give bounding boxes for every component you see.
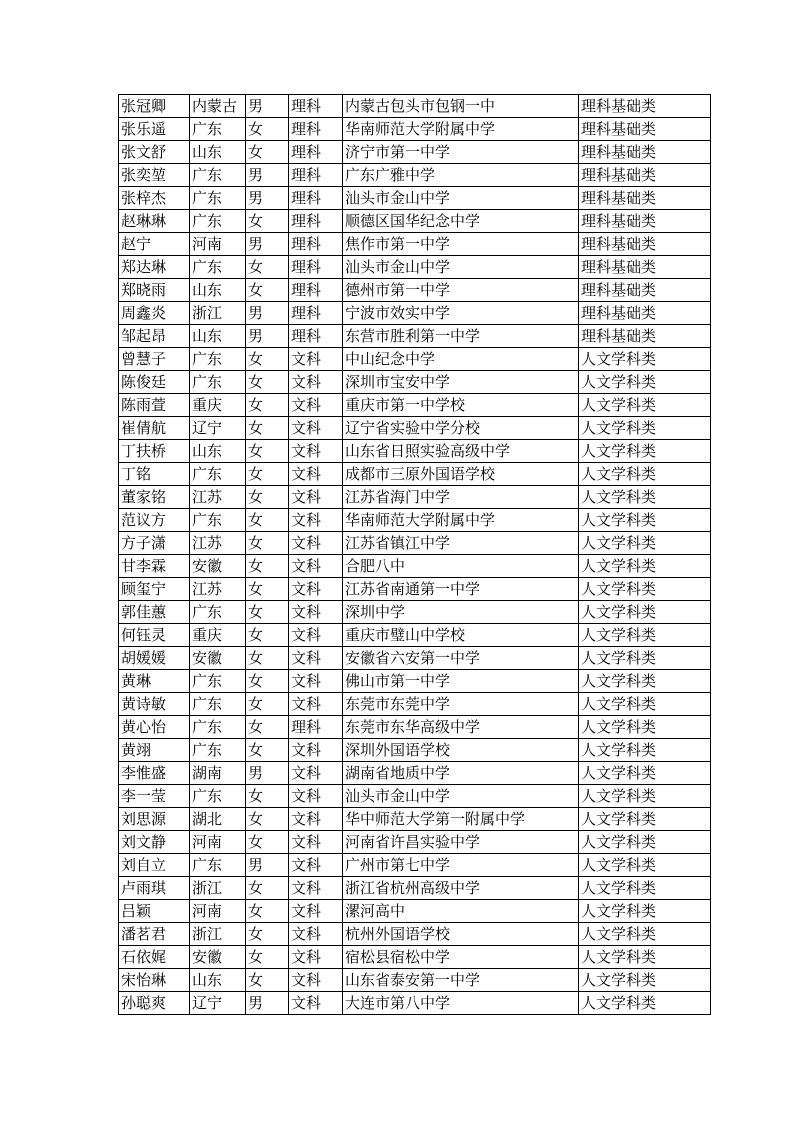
gender-cell: 男	[246, 854, 289, 877]
gender-cell: 女	[246, 808, 289, 831]
province-cell: 广东	[190, 739, 246, 762]
gender-cell: 女	[246, 624, 289, 647]
gender-cell: 男	[246, 233, 289, 256]
province-cell: 辽宁	[190, 417, 246, 440]
province-cell: 湖南	[190, 762, 246, 785]
table-row	[119, 118, 711, 141]
student-name-cell: 潘茗君	[119, 923, 190, 946]
province-cell: 广东	[190, 670, 246, 693]
category-cell: 理科基础类	[579, 302, 711, 325]
province-cell: 安徽	[190, 946, 246, 969]
student-name-cell: 陈俊廷	[119, 371, 190, 394]
track-cell: 文科	[289, 440, 343, 463]
gender-cell: 女	[246, 555, 289, 578]
category-cell: 理科基础类	[579, 233, 711, 256]
track-cell: 文科	[289, 624, 343, 647]
gender-cell: 女	[246, 141, 289, 164]
table-row	[119, 440, 711, 463]
track-cell: 理科	[289, 141, 343, 164]
student-name-cell: 丁铭	[119, 463, 190, 486]
gender-cell: 女	[246, 578, 289, 601]
student-name-cell: 宋怡琳	[119, 969, 190, 992]
track-cell: 理科	[289, 95, 343, 118]
school-cell: 深圳市宝安中学	[343, 371, 579, 394]
track-cell: 文科	[289, 532, 343, 555]
gender-cell: 女	[246, 693, 289, 716]
track-cell: 理科	[289, 325, 343, 348]
track-cell: 文科	[289, 762, 343, 785]
school-cell: 德州市第一中学	[343, 279, 579, 302]
province-cell: 广东	[190, 256, 246, 279]
track-cell: 文科	[289, 670, 343, 693]
table-row	[119, 325, 711, 348]
school-cell: 重庆市璧山中学校	[343, 624, 579, 647]
student-name-cell: 郭佳蕙	[119, 601, 190, 624]
table-row	[119, 946, 711, 969]
school-cell: 汕头市金山中学	[343, 785, 579, 808]
province-cell: 山东	[190, 141, 246, 164]
student-name-cell: 李惟盛	[119, 762, 190, 785]
student-name-cell: 孙聪爽	[119, 992, 190, 1015]
province-cell: 广东	[190, 601, 246, 624]
track-cell: 文科	[289, 555, 343, 578]
school-cell: 佛山市第一中学	[343, 670, 579, 693]
track-cell: 文科	[289, 992, 343, 1015]
table-row	[119, 348, 711, 371]
gender-cell: 男	[246, 164, 289, 187]
gender-cell: 女	[246, 716, 289, 739]
gender-cell: 女	[246, 923, 289, 946]
category-cell: 理科基础类	[579, 95, 711, 118]
gender-cell: 女	[246, 486, 289, 509]
school-cell: 广东广雅中学	[343, 164, 579, 187]
gender-cell: 女	[246, 969, 289, 992]
table-row	[119, 578, 711, 601]
gender-cell: 男	[246, 325, 289, 348]
student-name-cell: 顾玺宁	[119, 578, 190, 601]
school-cell: 成都市三原外国语学校	[343, 463, 579, 486]
track-cell: 文科	[289, 808, 343, 831]
gender-cell: 女	[246, 831, 289, 854]
gender-cell: 男	[246, 762, 289, 785]
category-cell: 人文学科类	[579, 624, 711, 647]
category-cell: 理科基础类	[579, 141, 711, 164]
track-cell: 文科	[289, 509, 343, 532]
category-cell: 理科基础类	[579, 187, 711, 210]
province-cell: 辽宁	[190, 992, 246, 1015]
category-cell: 人文学科类	[579, 417, 711, 440]
track-cell: 理科	[289, 302, 343, 325]
student-name-cell: 张冠卿	[119, 95, 190, 118]
table-row	[119, 808, 711, 831]
category-cell: 人文学科类	[579, 785, 711, 808]
table-row	[119, 831, 711, 854]
province-cell: 广东	[190, 348, 246, 371]
province-cell: 河南	[190, 233, 246, 256]
gender-cell: 女	[246, 463, 289, 486]
gender-cell: 女	[246, 647, 289, 670]
table-row	[119, 716, 711, 739]
table-row	[119, 95, 711, 118]
school-cell: 重庆市第一中学校	[343, 394, 579, 417]
track-cell: 文科	[289, 463, 343, 486]
category-cell: 人文学科类	[579, 371, 711, 394]
track-cell: 文科	[289, 900, 343, 923]
category-cell: 人文学科类	[579, 440, 711, 463]
province-cell: 内蒙古	[190, 95, 246, 118]
school-cell: 安徽省六安第一中学	[343, 647, 579, 670]
gender-cell: 女	[246, 417, 289, 440]
student-name-cell: 曾慧子	[119, 348, 190, 371]
school-cell: 河南省许昌实验中学	[343, 831, 579, 854]
table-row	[119, 992, 711, 1015]
student-roster-table	[118, 94, 711, 1015]
track-cell: 理科	[289, 210, 343, 233]
table-row	[119, 187, 711, 210]
school-cell: 江苏省镇江中学	[343, 532, 579, 555]
table-row	[119, 486, 711, 509]
table-row	[119, 141, 711, 164]
student-name-cell: 郑达琳	[119, 256, 190, 279]
gender-cell: 女	[246, 256, 289, 279]
category-cell: 理科基础类	[579, 279, 711, 302]
roster-body	[119, 95, 711, 1015]
province-cell: 广东	[190, 854, 246, 877]
school-cell: 杭州外国语学校	[343, 923, 579, 946]
category-cell: 理科基础类	[579, 118, 711, 141]
gender-cell: 女	[246, 900, 289, 923]
gender-cell: 女	[246, 210, 289, 233]
student-name-cell: 方子潇	[119, 532, 190, 555]
school-cell: 华南师范大学附属中学	[343, 118, 579, 141]
school-cell: 汕头市金山中学	[343, 256, 579, 279]
category-cell: 人文学科类	[579, 923, 711, 946]
student-name-cell: 刘自立	[119, 854, 190, 877]
province-cell: 湖北	[190, 808, 246, 831]
student-name-cell: 黄琳	[119, 670, 190, 693]
school-cell: 漯河高中	[343, 900, 579, 923]
track-cell: 文科	[289, 946, 343, 969]
province-cell: 广东	[190, 118, 246, 141]
school-cell: 东营市胜利第一中学	[343, 325, 579, 348]
table-row	[119, 371, 711, 394]
track-cell: 文科	[289, 854, 343, 877]
school-cell: 东莞市东莞中学	[343, 693, 579, 716]
school-cell: 辽宁省实验中学分校	[343, 417, 579, 440]
table-row	[119, 417, 711, 440]
table-row	[119, 762, 711, 785]
track-cell: 理科	[289, 118, 343, 141]
category-cell: 理科基础类	[579, 325, 711, 348]
track-cell: 文科	[289, 486, 343, 509]
track-cell: 文科	[289, 831, 343, 854]
track-cell: 文科	[289, 693, 343, 716]
province-cell: 浙江	[190, 877, 246, 900]
category-cell: 人文学科类	[579, 693, 711, 716]
school-cell: 深圳中学	[343, 601, 579, 624]
gender-cell: 男	[246, 992, 289, 1015]
gender-cell: 男	[246, 95, 289, 118]
track-cell: 文科	[289, 739, 343, 762]
table-row	[119, 279, 711, 302]
gender-cell: 女	[246, 371, 289, 394]
table-row	[119, 302, 711, 325]
category-cell: 理科基础类	[579, 210, 711, 233]
category-cell: 人文学科类	[579, 739, 711, 762]
student-name-cell: 董家铭	[119, 486, 190, 509]
table-row	[119, 877, 711, 900]
province-cell: 江苏	[190, 578, 246, 601]
school-cell: 江苏省南通第一中学	[343, 578, 579, 601]
province-cell: 广东	[190, 371, 246, 394]
track-cell: 文科	[289, 371, 343, 394]
province-cell: 山东	[190, 440, 246, 463]
table-row	[119, 739, 711, 762]
gender-cell: 女	[246, 946, 289, 969]
category-cell: 人文学科类	[579, 578, 711, 601]
student-name-cell: 石依娓	[119, 946, 190, 969]
table-row	[119, 256, 711, 279]
student-name-cell: 吕颖	[119, 900, 190, 923]
table-row	[119, 509, 711, 532]
track-cell: 文科	[289, 578, 343, 601]
province-cell: 河南	[190, 900, 246, 923]
school-cell: 内蒙古包头市包钢一中	[343, 95, 579, 118]
table-row	[119, 394, 711, 417]
school-cell: 大连市第八中学	[343, 992, 579, 1015]
table-row	[119, 164, 711, 187]
table-row	[119, 601, 711, 624]
gender-cell: 女	[246, 739, 289, 762]
school-cell: 东莞市东华高级中学	[343, 716, 579, 739]
student-name-cell: 丁扶桥	[119, 440, 190, 463]
student-name-cell: 郑晓雨	[119, 279, 190, 302]
student-name-cell: 邹起昂	[119, 325, 190, 348]
student-name-cell: 范议方	[119, 509, 190, 532]
province-cell: 广东	[190, 785, 246, 808]
gender-cell: 女	[246, 509, 289, 532]
student-name-cell: 张文舒	[119, 141, 190, 164]
track-cell: 文科	[289, 647, 343, 670]
province-cell: 浙江	[190, 302, 246, 325]
school-cell: 江苏省海门中学	[343, 486, 579, 509]
province-cell: 广东	[190, 187, 246, 210]
gender-cell: 女	[246, 279, 289, 302]
province-cell: 河南	[190, 831, 246, 854]
school-cell: 华中师范大学第一附属中学	[343, 808, 579, 831]
school-cell: 华南师范大学附属中学	[343, 509, 579, 532]
track-cell: 理科	[289, 233, 343, 256]
track-cell: 文科	[289, 969, 343, 992]
school-cell: 宿松县宿松中学	[343, 946, 579, 969]
track-cell: 文科	[289, 601, 343, 624]
student-name-cell: 张奕堃	[119, 164, 190, 187]
gender-cell: 女	[246, 394, 289, 417]
table-row	[119, 693, 711, 716]
table-row	[119, 233, 711, 256]
student-name-cell: 黄诗敏	[119, 693, 190, 716]
gender-cell: 女	[246, 532, 289, 555]
school-cell: 广州市第七中学	[343, 854, 579, 877]
category-cell: 人文学科类	[579, 969, 711, 992]
table-row	[119, 463, 711, 486]
province-cell: 安徽	[190, 647, 246, 670]
school-cell: 汕头市金山中学	[343, 187, 579, 210]
category-cell: 人文学科类	[579, 854, 711, 877]
student-name-cell: 黄翊	[119, 739, 190, 762]
table-row	[119, 647, 711, 670]
student-name-cell: 张梓杰	[119, 187, 190, 210]
category-cell: 人文学科类	[579, 394, 711, 417]
school-cell: 焦作市第一中学	[343, 233, 579, 256]
province-cell: 广东	[190, 509, 246, 532]
category-cell: 人文学科类	[579, 831, 711, 854]
table-row	[119, 670, 711, 693]
province-cell: 安徽	[190, 555, 246, 578]
gender-cell: 女	[246, 118, 289, 141]
gender-cell: 女	[246, 670, 289, 693]
school-cell: 山东省泰安第一中学	[343, 969, 579, 992]
category-cell: 人文学科类	[579, 463, 711, 486]
student-name-cell: 黄心怡	[119, 716, 190, 739]
province-cell: 山东	[190, 969, 246, 992]
gender-cell: 女	[246, 785, 289, 808]
category-cell: 人文学科类	[579, 532, 711, 555]
student-name-cell: 周鑫炎	[119, 302, 190, 325]
gender-cell: 男	[246, 187, 289, 210]
track-cell: 理科	[289, 187, 343, 210]
province-cell: 山东	[190, 279, 246, 302]
student-name-cell: 甘李霖	[119, 555, 190, 578]
category-cell: 人文学科类	[579, 647, 711, 670]
category-cell: 人文学科类	[579, 877, 711, 900]
track-cell: 文科	[289, 417, 343, 440]
school-cell: 合肥八中	[343, 555, 579, 578]
track-cell: 文科	[289, 394, 343, 417]
province-cell: 广东	[190, 693, 246, 716]
province-cell: 江苏	[190, 532, 246, 555]
track-cell: 文科	[289, 877, 343, 900]
table-row	[119, 555, 711, 578]
student-name-cell: 李一莹	[119, 785, 190, 808]
track-cell: 文科	[289, 785, 343, 808]
category-cell: 人文学科类	[579, 946, 711, 969]
category-cell: 人文学科类	[579, 992, 711, 1015]
table-row	[119, 532, 711, 555]
category-cell: 人文学科类	[579, 900, 711, 923]
student-name-cell: 刘文静	[119, 831, 190, 854]
category-cell: 人文学科类	[579, 762, 711, 785]
track-cell: 理科	[289, 279, 343, 302]
school-cell: 山东省日照实验高级中学	[343, 440, 579, 463]
province-cell: 重庆	[190, 394, 246, 417]
track-cell: 理科	[289, 164, 343, 187]
school-cell: 中山纪念中学	[343, 348, 579, 371]
school-cell: 顺德区国华纪念中学	[343, 210, 579, 233]
gender-cell: 男	[246, 302, 289, 325]
category-cell: 人文学科类	[579, 670, 711, 693]
student-name-cell: 刘思源	[119, 808, 190, 831]
student-name-cell: 何钰灵	[119, 624, 190, 647]
student-name-cell: 赵宁	[119, 233, 190, 256]
gender-cell: 女	[246, 440, 289, 463]
school-cell: 深圳外国语学校	[343, 739, 579, 762]
category-cell: 人文学科类	[579, 348, 711, 371]
gender-cell: 女	[246, 601, 289, 624]
province-cell: 广东	[190, 463, 246, 486]
province-cell: 重庆	[190, 624, 246, 647]
school-cell: 宁波市效实中学	[343, 302, 579, 325]
province-cell: 广东	[190, 210, 246, 233]
province-cell: 浙江	[190, 923, 246, 946]
student-name-cell: 胡媛媛	[119, 647, 190, 670]
table-row	[119, 923, 711, 946]
province-cell: 山东	[190, 325, 246, 348]
province-cell: 广东	[190, 716, 246, 739]
province-cell: 广东	[190, 164, 246, 187]
track-cell: 文科	[289, 348, 343, 371]
table-row	[119, 785, 711, 808]
student-name-cell: 张乐遥	[119, 118, 190, 141]
category-cell: 人文学科类	[579, 716, 711, 739]
table-row	[119, 210, 711, 233]
table-row	[119, 900, 711, 923]
province-cell: 江苏	[190, 486, 246, 509]
category-cell: 人文学科类	[579, 808, 711, 831]
track-cell: 理科	[289, 716, 343, 739]
table-row	[119, 624, 711, 647]
student-name-cell: 崔倩航	[119, 417, 190, 440]
track-cell: 文科	[289, 923, 343, 946]
gender-cell: 女	[246, 348, 289, 371]
student-name-cell: 卢雨琪	[119, 877, 190, 900]
category-cell: 人文学科类	[579, 555, 711, 578]
student-name-cell: 陈雨萱	[119, 394, 190, 417]
category-cell: 人文学科类	[579, 486, 711, 509]
school-cell: 浙江省杭州高级中学	[343, 877, 579, 900]
school-cell: 济宁市第一中学	[343, 141, 579, 164]
table-row	[119, 854, 711, 877]
gender-cell: 女	[246, 877, 289, 900]
category-cell: 理科基础类	[579, 256, 711, 279]
category-cell: 理科基础类	[579, 164, 711, 187]
category-cell: 人文学科类	[579, 509, 711, 532]
student-name-cell: 赵琳琳	[119, 210, 190, 233]
table-row	[119, 969, 711, 992]
track-cell: 理科	[289, 256, 343, 279]
school-cell: 湖南省地质中学	[343, 762, 579, 785]
category-cell: 人文学科类	[579, 601, 711, 624]
